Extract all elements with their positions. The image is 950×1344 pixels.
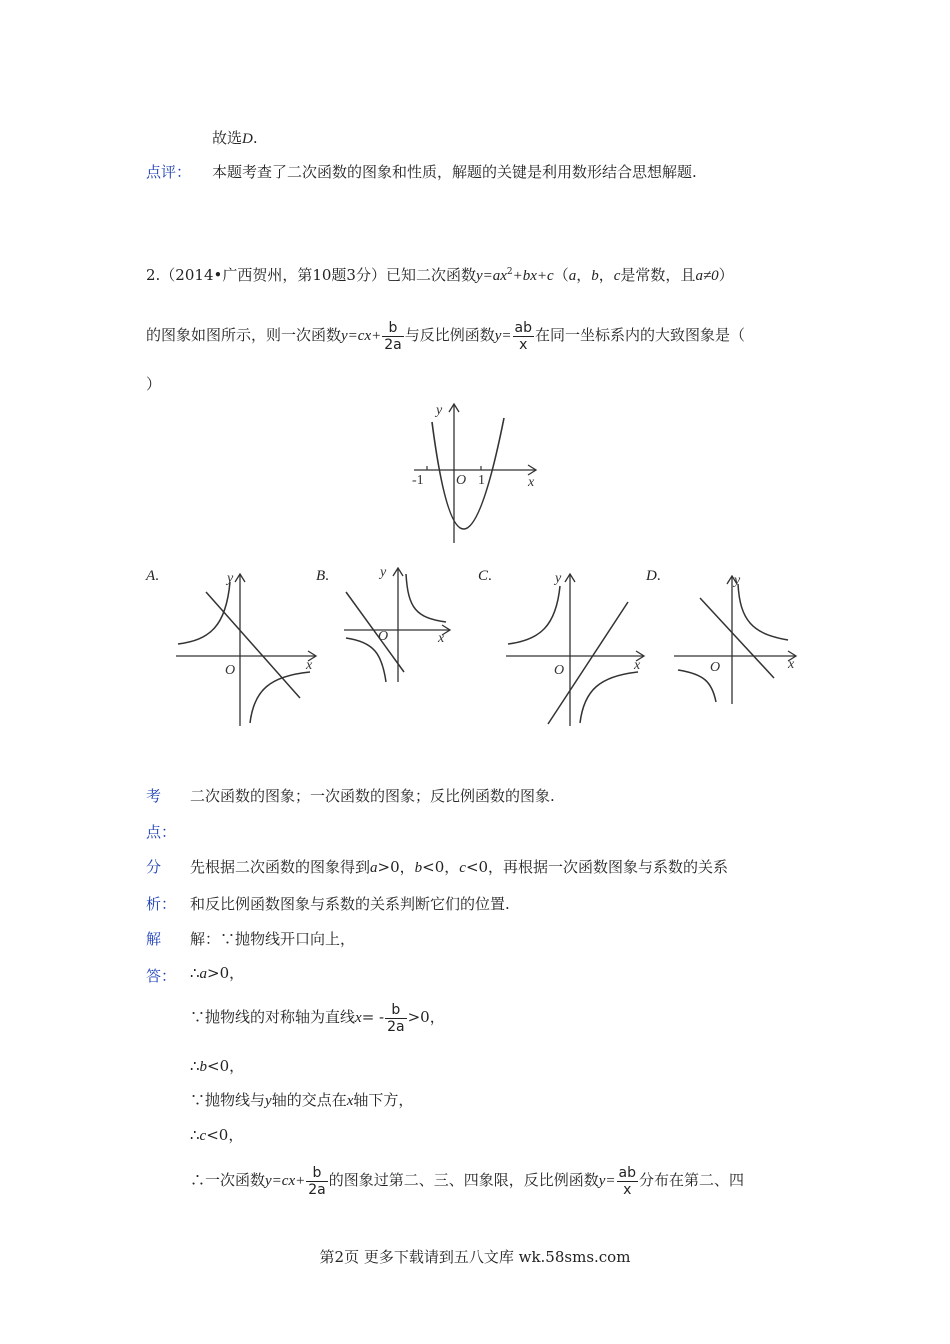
option-a-label: A. <box>146 568 159 584</box>
solution-step-2: ∴a>0， <box>190 964 245 982</box>
option-d-label: D. <box>646 568 661 584</box>
solution-step-5: ∵抛物线与y轴的交点在x轴下方， <box>190 1091 414 1109</box>
fen-text-2: 和反比例函数图象与系数的关系判断它们的位置. <box>190 895 510 913</box>
a-origin-label: O <box>225 663 236 678</box>
solution-step-7: ∴一次函数y=cx+ $\frac{b}{2a}$ 的图象过第二、三、四象限，反比例函数y= $\frac{ab}{x}$ 分布在第二、四 <box>190 1164 745 1198</box>
comment-line <box>146 162 697 182</box>
fraction-b-over-2a-s3: $\frac{b}{2a}$ <box>387 1001 405 1035</box>
prev-answer-line: 故选D. <box>212 129 258 147</box>
option-b-label: B. <box>316 568 329 584</box>
kao-label-1: 考 <box>146 787 162 805</box>
fraction-ab-over-x: $\frac{ab}{x}$ <box>514 319 532 353</box>
b-x-label: x <box>438 631 445 646</box>
option-c-label: C. <box>478 568 492 584</box>
question-line-3: ） <box>146 375 162 393</box>
option-b-graph <box>338 562 458 688</box>
jie-label-2: 答： <box>146 967 177 985</box>
a-x-label: x <box>306 658 313 673</box>
question-line-2: 的图象如图所示，则一次函数y=cx+ $\frac{b}{2a}$ 与反比例函数y= $\frac{ab}{x}$ 在同一坐标系内的大致图象是（ <box>146 319 746 353</box>
fraction-b-over-2a-s7: $\frac{b}{2a}$ <box>308 1164 326 1198</box>
fen-label-1: 分 <box>146 858 162 876</box>
solution-step-4: ∴b<0， <box>190 1057 245 1075</box>
fen-text-1: 先根据二次函数的图象得到a>0，b<0，c<0，再根据一次函数图象与系数的关系 <box>190 858 729 876</box>
c-y-label: y <box>555 571 562 586</box>
b-y-label: y <box>380 565 387 580</box>
y-axis-label: y <box>436 403 443 418</box>
solution-step-3: ∵抛物线的对称轴为直线x= - $\frac{b}{2a}$ >0， <box>190 1001 445 1035</box>
b-origin-label: O <box>378 629 389 644</box>
d-x-label: x <box>788 657 795 672</box>
comment-text: 本题考查了二次函数的图象和性质，解题的关键是利用数形结合思想解题. <box>212 163 697 181</box>
fraction-b-over-2a: $\frac{b}{2a}$ <box>384 319 402 353</box>
solution-step-6: ∴c<0， <box>190 1126 244 1144</box>
kao-label-2: 点： <box>146 823 177 841</box>
tick-label-neg1: -1 <box>412 473 424 488</box>
comment-label: 点评： <box>146 163 192 181</box>
c-origin-label: O <box>554 663 565 678</box>
d-origin-label: O <box>710 660 721 675</box>
c-x-label: x <box>634 658 641 673</box>
option-d-graph <box>670 568 800 708</box>
x-axis-label: x <box>528 475 535 490</box>
d-y-label: y <box>734 573 741 588</box>
solution-step-1: 解：∵抛物线开口向上， <box>190 930 356 948</box>
fraction-ab-over-x-s7: $\frac{ab}{x}$ <box>618 1164 636 1198</box>
tick-label-1: 1 <box>478 473 485 488</box>
origin-label: O <box>456 473 467 488</box>
a-y-label: y <box>227 571 234 586</box>
page-footer: 第2页 更多下载请到五八文库 wk.58sms.com <box>319 1248 631 1266</box>
question-line-1: 2.（2014•广西贺州，第10题3分）已知二次函数$y=ax^2+bx+c(a$，b，c是常数，且a≠0） <box>146 266 734 284</box>
parabola-figure <box>400 398 545 548</box>
option-c-graph <box>500 568 650 730</box>
fen-label-2: 析： <box>146 895 177 913</box>
jie-label-1: 解 <box>146 930 162 948</box>
kao-text: 二次函数的图象；一次函数的图象；反比例函数的图象. <box>190 787 555 805</box>
option-a-graph <box>170 568 320 730</box>
